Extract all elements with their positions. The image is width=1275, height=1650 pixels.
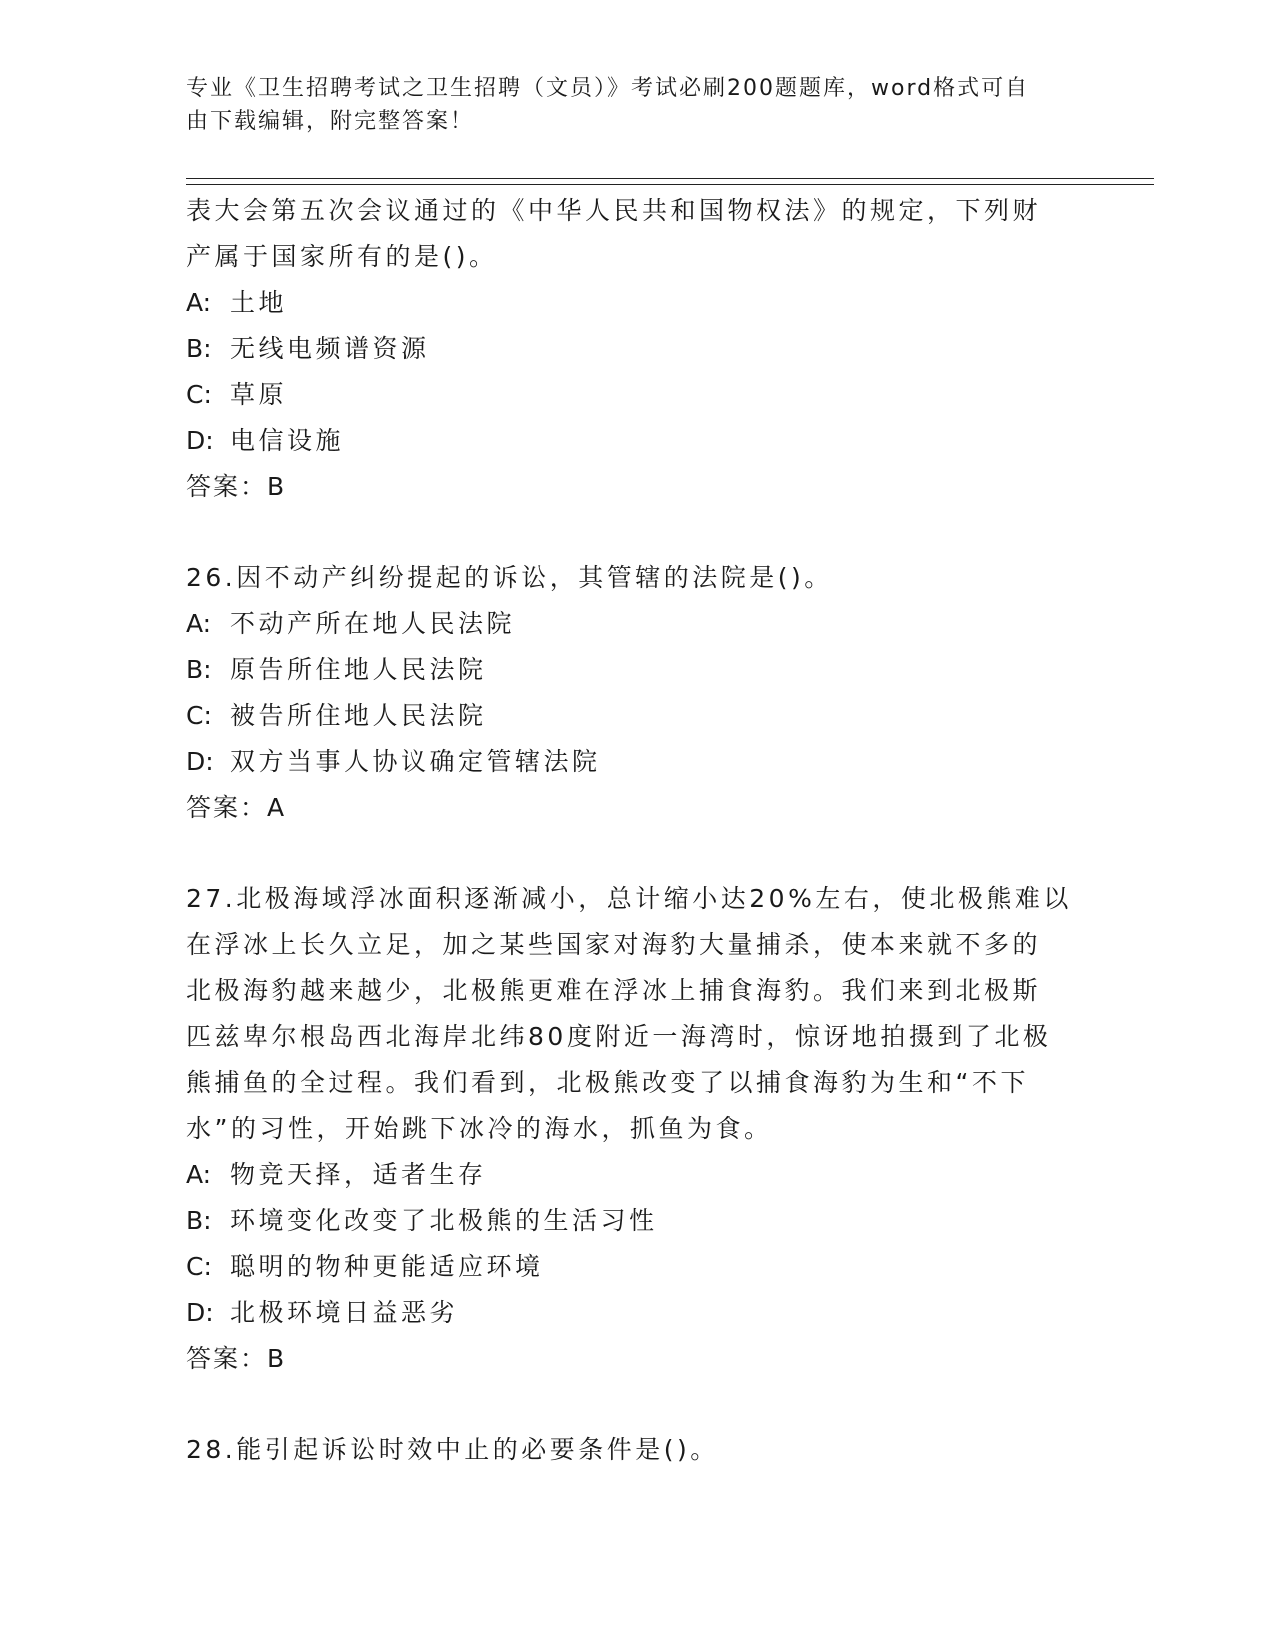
- option-key: B:: [186, 655, 212, 684]
- question-text: 产属于国家所有的是()。: [186, 242, 498, 271]
- answer-line: 答案：A: [186, 793, 287, 822]
- option-c: [186, 1244, 1066, 1290]
- option-key: C:: [186, 1252, 212, 1281]
- option-text: 不动产所在地人民法院: [230, 609, 516, 638]
- option-text: 环境变化改变了北极熊的生活习性: [230, 1206, 658, 1235]
- spacer: [186, 1382, 1066, 1427]
- option-text: 电信设施: [230, 426, 345, 455]
- option-a: [186, 280, 1066, 326]
- option-text: 物竞天择，适者生存: [230, 1160, 487, 1189]
- option-a: [186, 1152, 1066, 1198]
- question-text: 匹兹卑尔根岛西北海岸北纬80度附近一海湾时，惊讶地拍摄到了北极: [186, 1022, 1052, 1051]
- question-text: 熊捕鱼的全过程。我们看到，北极熊改变了以捕食海豹为生和“不下: [186, 1068, 1029, 1097]
- question-text: 在浮冰上长久立足，加之某些国家对海豹大量捕杀，使本来就不多的: [186, 930, 1042, 959]
- answer-line: 答案：B: [186, 472, 287, 501]
- question-list: [186, 188, 1072, 1473]
- header-line-2: 由下载编辑，附完整答案！: [186, 109, 475, 134]
- question-28: [186, 1427, 1066, 1473]
- option-key: C:: [186, 380, 212, 409]
- question-text: 27.北极海域浮冰面积逐渐减小，总计缩小达20%左右，使北极熊难以: [186, 884, 1072, 913]
- option-a: [186, 601, 1066, 647]
- option-key: D:: [186, 426, 214, 455]
- option-key: D:: [186, 1298, 214, 1327]
- option-text: 土地: [230, 288, 288, 317]
- option-key: A:: [186, 609, 212, 638]
- question-text: 北极海豹越来越少，北极熊更难在浮冰上捕食海豹。我们来到北极斯: [186, 976, 1042, 1005]
- option-text: 聪明的物种更能适应环境: [230, 1252, 544, 1281]
- option-c: [186, 693, 1066, 739]
- option-d: [186, 1290, 1066, 1336]
- option-text: 北极环境日益恶劣: [230, 1298, 459, 1327]
- option-c: [186, 372, 1066, 418]
- option-text: 无线电频谱资源: [230, 334, 430, 363]
- option-b: [186, 326, 1066, 372]
- option-b: [186, 1198, 1066, 1244]
- option-text: 被告所住地人民法院: [230, 701, 487, 730]
- option-text: 双方当事人协议确定管辖法院: [230, 747, 601, 776]
- spacer: [186, 831, 1066, 876]
- option-key: A:: [186, 1160, 212, 1189]
- option-b: [186, 647, 1066, 693]
- header-line-1: 专业《卫生招聘考试之卫生招聘（文员）》考试必刷200题题库，word格式可自: [186, 76, 1030, 101]
- document-header: [186, 72, 1066, 138]
- option-d: [186, 739, 1066, 785]
- option-text: 原告所住地人民法院: [230, 655, 487, 684]
- option-key: D:: [186, 747, 214, 776]
- question-text: 表大会第五次会议通过的《中华人民共和国物权法》的规定，下列财: [186, 196, 1042, 225]
- option-key: A:: [186, 288, 212, 317]
- header-divider-top: [186, 178, 1154, 179]
- answer-line: 答案：B: [186, 1344, 287, 1373]
- spacer: [186, 510, 1066, 555]
- question-27: [186, 876, 1072, 1382]
- question-text: 28.能引起诉讼时效中止的必要条件是()。: [186, 1435, 719, 1464]
- question-text: 26.因不动产纠纷提起的诉讼，其管辖的法院是()。: [186, 563, 833, 592]
- question-26: [186, 555, 1066, 831]
- option-d: [186, 418, 1066, 464]
- question-text: 水”的习性，开始跳下冰冷的海水，抓鱼为食。: [186, 1114, 773, 1143]
- option-key: B:: [186, 1206, 212, 1235]
- question-25: [186, 188, 1066, 510]
- option-key: B:: [186, 334, 212, 363]
- header-divider-bottom: [186, 184, 1154, 185]
- option-key: C:: [186, 701, 212, 730]
- option-text: 草原: [230, 380, 288, 409]
